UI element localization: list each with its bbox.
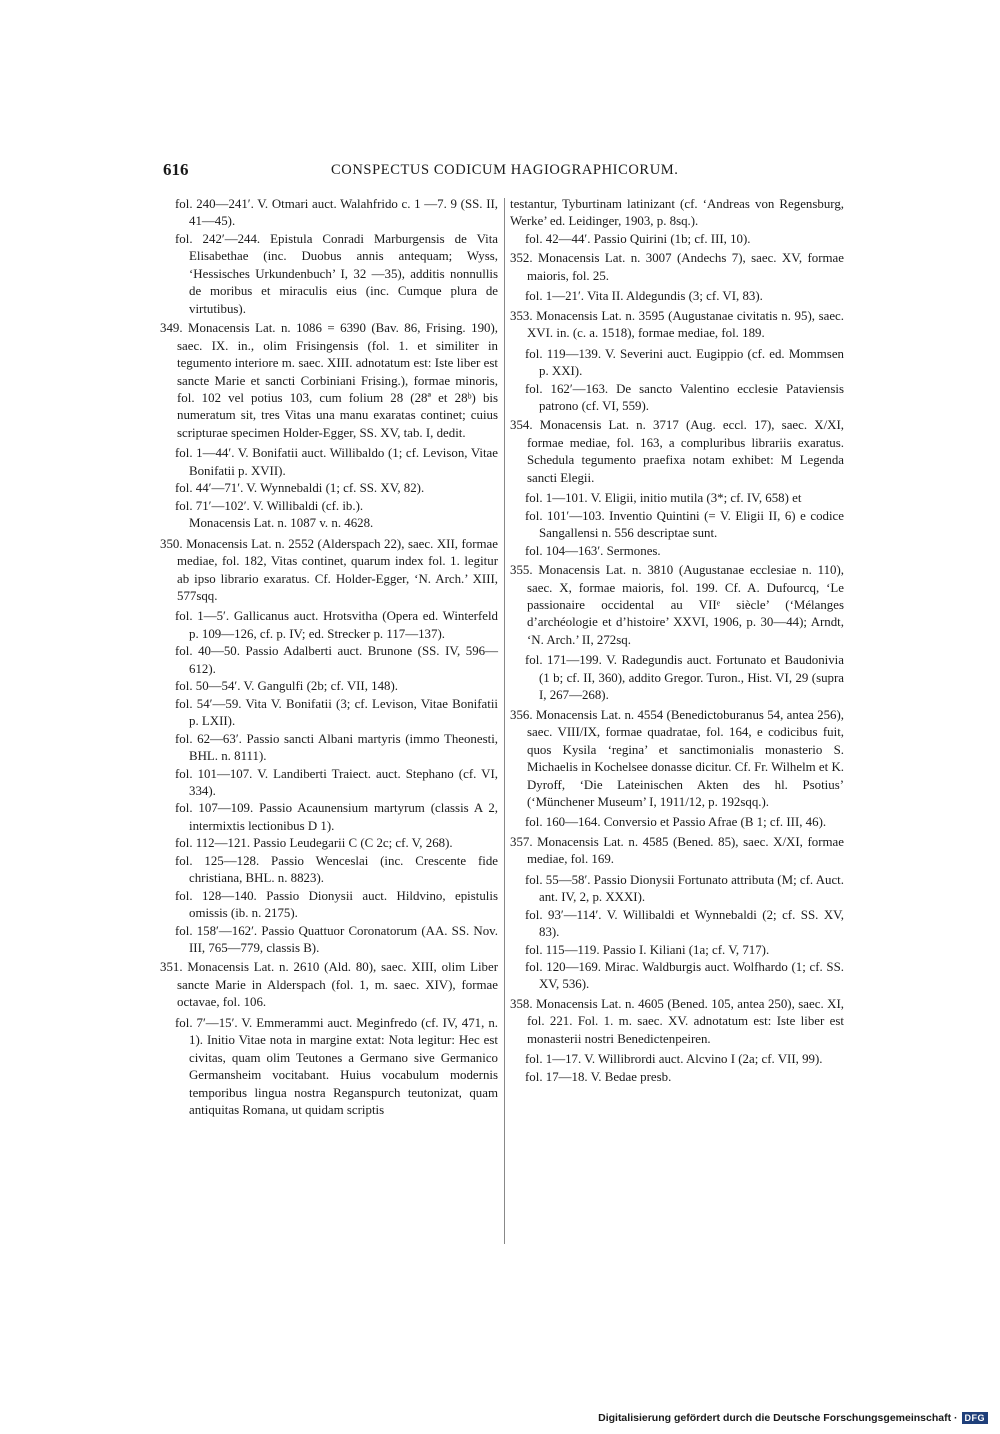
- codex-entry: 357. Monacensis Lat. n. 4585 (Bened. 85), saec. X/XI, formae mediae, fol. 169.: [510, 834, 844, 867]
- folio-entry: fol. 101—107. V. Landiberti Traiect. auct. Stephano (cf. VI, 334).: [175, 766, 498, 798]
- folio-entry: fol. 1—101. V. Eligii, initio mutila (3*; cf. IV, 658) et: [525, 491, 802, 506]
- folio-entry: fol. 112—121. Passio Leudegarii C (C 2c; cf. V, 268).: [175, 836, 453, 851]
- folio-entry: fol. 1—21′. Vita II. Aldegundis (3; cf. VI, 83).: [525, 289, 763, 304]
- folio-entry: fol. 171—199. V. Radegundis auct. Fortunato et Baudonivia (1 b; cf. II, 360), addito Gregor. Turon., Hist. VI, 29 (supra I, 267—268).: [525, 653, 844, 703]
- folio-entry: fol. 104—163′. Sermones.: [525, 543, 661, 558]
- codex-entry: 356. Monacensis Lat. n. 4554 (Benedictoburanus 54, antea 256), saec. VIII/IX, formae quadratae, fol. 164, e codicibus fuit, quos Kysila ‘regina’ et sanctimonialis monasterio S. Michaelis in Kochelsee donasse dicitur. Cf. Fr. Wilhelm et K. Dyroff, ‘Die Lateinischen Akten des hl. Psotius’ (‘Münchener Museum’ I, 1911/12, p. 192sqq.).: [510, 707, 844, 809]
- folio-entry: fol. 44′—71′. V. Wynnebaldi (1; cf. SS. XV, 82).: [175, 481, 425, 496]
- folio-entry: fol. 107—109. Passio Acaunensium martyrum (classis A 2, intermixtis lectionibus D 1).: [175, 801, 498, 833]
- digitization-credit: [598, 1412, 988, 1424]
- folio-entry: fol. 125—128. Passio Wenceslai (inc. Crescente fide christiana, BHL. n. 8823).: [175, 853, 498, 886]
- folio-entry: fol. 40—50. Passio Adalberti auct. Brunone (SS. IV, 596—612).: [175, 644, 498, 676]
- page-number: 616: [163, 160, 189, 179]
- codex-entry: 352. Monacensis Lat. n. 3007 (Andechs 7), saec. XV, formae maioris, fol. 25.: [510, 251, 844, 283]
- running-title: CONSPECTUS CODICUM HAGIOGRAPHICORUM.: [331, 162, 679, 178]
- cross-reference: Monacensis Lat. n. 1087 v. n. 4628.: [189, 516, 374, 531]
- folio-entry: fol. 120—169. Mirac. Waldburgis auct. Wolfhardo (1; cf. SS. XV, 536).: [525, 960, 844, 992]
- folio-entry: fol. 50—54′. V. Gangulfi (2b; cf. VII, 148).: [175, 679, 399, 694]
- folio-entry: fol. 71′—102′. V. Willibaldi (cf. ib.).: [175, 498, 364, 513]
- folio-entry: fol. 128—140. Passio Dionysii auct. Hildvino, epistulis omissis (ib. n. 2175).: [175, 888, 498, 921]
- codex-entry: 355. Monacensis Lat. n. 3810 (Augustanae ecclesiae n. 110), saec. X, formae maioris, fol. 199. Cf. A. Dufourcq, ‘Le passionaire occidental au VIIᵉ siècle’ (‘Mélanges d’archéologie et d’histoire’ XXVI, 1906, p. 30—44); Arndt, ‘N. Arch.’ II, 272sq.: [510, 563, 844, 647]
- folio-entry: fol. 17—18. V. Bedae presb.: [525, 1069, 672, 1084]
- folio-entry: fol. 119—139. V. Severini auct. Eugippio (cf. ed. Mommsen p. XXI).: [525, 346, 844, 379]
- left-column: [160, 196, 498, 1120]
- folio-entry: fol. 1—5′. Gallicanus auct. Hrotsvitha (Opera ed. Winterfeld p. 109—126, cf. p. IV; ed. Strecker p. 117—137).: [175, 609, 498, 641]
- folio-entry: fol. 62—63′. Passio sancti Albani martyris (immo Theonesti, BHL. n. 8111).: [175, 731, 498, 764]
- column-divider: [504, 198, 505, 1244]
- codex-entry: 349. Monacensis Lat. n. 1086 = 6390 (Bav. 86, Frising. 190), saec. IX. in., olim Frisingensis (fol. 1. et similiter in tegumento interiore m. saec. XIII. adnotatum est: Iste liber est sancte Marie et sancti Corbiniani Frising.), formae minoris, fol. 102 vel potius 103, cum folium 28 (28ª et 28ᵇ) bis numeratum sit, tres Vitas una manu exaratas continet; cuius scripturae specimen Holder-Egger, SS. XV, tab. I, dedit.: [160, 321, 498, 440]
- folio-entry: fol. 242′—244. Epistula Conradi Marburgensis de Vita Elisabethae (inc. Duobus annis antequam; Wyss, ‘Hessisches Urkundenbuch’ I, 32 —35), additis nonnullis de moribus et miraculis eius (inc. Cumque plura de virtutibus).: [175, 231, 498, 316]
- folio-entry: fol. 158′—162′. Passio Quattuor Coronatorum (AA. SS. Nov. III, 765—779, classis B).: [175, 923, 498, 956]
- codex-entry: 350. Monacensis Lat. n. 2552 (Alderspach 22), saec. XII, formae mediae, fol. 182, Vitas continet, quarum index fol. 1. legitur ab ipso librario exaratus. Cf. Holder-Egger, ‘N. Arch.’ XIII, 577sqq.: [160, 536, 498, 603]
- folio-entry: fol. 54′—59. Vita V. Bonifatii (3; cf. Levison, Vitae Bonifatii p. LXII).: [175, 696, 498, 729]
- codex-entry: 354. Monacensis Lat. n. 3717 (Aug. eccl. 17), saec. X/XI, formae mediae, fol. 163, a compluribus librariis exaratus. Schedula tegumento praefixa notam exhibet: M Legenda sancti Elegii.: [510, 418, 844, 485]
- codex-entry: 353. Monacensis Lat. n. 3595 (Augustanae civitatis n. 95), saec. XVI. in. (c. a. 1518), formae mediae, fol. 189.: [510, 308, 844, 341]
- folio-entry: fol. 1—44′. V. Bonifatii auct. Willibaldo (1; cf. Levison, Vitae Bonifatii p. XVII).: [175, 446, 498, 478]
- folio-entry: fol. 160—164. Conversio et Passio Afrae (B 1; cf. III, 46).: [525, 815, 827, 830]
- folio-entry: fol. 101′—103. Inventio Quintini (= V. Eligii II, 6) e codice Sangallensi n. 556 descriptae sunt.: [525, 508, 844, 541]
- credit-text: Digitalisierung gefördert durch die Deutsche Forschungsgemeinschaft ·: [598, 1412, 958, 1424]
- folio-entry: fol. 115—119. Passio I. Kiliani (1a; cf. V, 717).: [525, 942, 770, 957]
- folio-entry: fol. 162′—163. De sancto Valentino ecclesie Pataviensis patrono (cf. VI, 559).: [525, 381, 844, 413]
- continued-text: testantur, Tyburtinam latinizant (cf. ‘Andreas von Regensburg, Werke’ ed. Leidinger, 1903, p. 8sq.).: [510, 197, 844, 229]
- folio-entry: fol. 42—44′. Passio Quirini (1b; cf. III, 10).: [525, 231, 751, 246]
- codex-entry: 358. Monacensis Lat. n. 4605 (Bened. 105, antea 250), saec. XI, fol. 221. Fol. 1. m. saec. XV. adnotatum est: Iste liber est monasterii nostri Benedictenpeiren.: [510, 996, 844, 1046]
- folio-entry: fol. 93′—114′. V. Willibaldi et Wynnebaldi (2; cf. SS. XV, 83).: [525, 907, 844, 940]
- folio-entry: fol. 1—17. V. Willibrordi auct. Alcvino I (2a; cf. VII, 99).: [525, 1052, 823, 1067]
- dfg-logo: DFG: [962, 1412, 989, 1424]
- folio-entry: fol. 240—241′. V. Otmari auct. Walahfrido c. 1 —7. 9 (SS. II, 41—45).: [175, 197, 498, 229]
- right-column: [510, 196, 844, 1086]
- codex-entry: 351. Monacensis Lat. n. 2610 (Ald. 80), saec. XIII, olim Liber sancte Marie in Alderspach (fol. 1, m. saec. XIV), formae octavae, fol. 106.: [160, 960, 498, 1010]
- folio-entry: fol. 55—58′. Passio Dionysii Fortunato attributa (M; cf. Auct. ant. IV, 2, p. XXXI).: [525, 872, 844, 905]
- page-header: [163, 160, 843, 184]
- folio-entry: fol. 7′—15′. V. Emmerammi auct. Meginfredo (cf. IV, 471, n. 1). Initio Vitae nota in margine extat: Nota legitur: Hec est civitas, quam olim Teutones a Germano sive Germanico Germansheim vocitabant. Huius vocabulum modernis temporibus lingua nostra Reganspurch teutonizat, quam antiquitas Romana, ut quidam scriptis: [175, 1015, 498, 1118]
